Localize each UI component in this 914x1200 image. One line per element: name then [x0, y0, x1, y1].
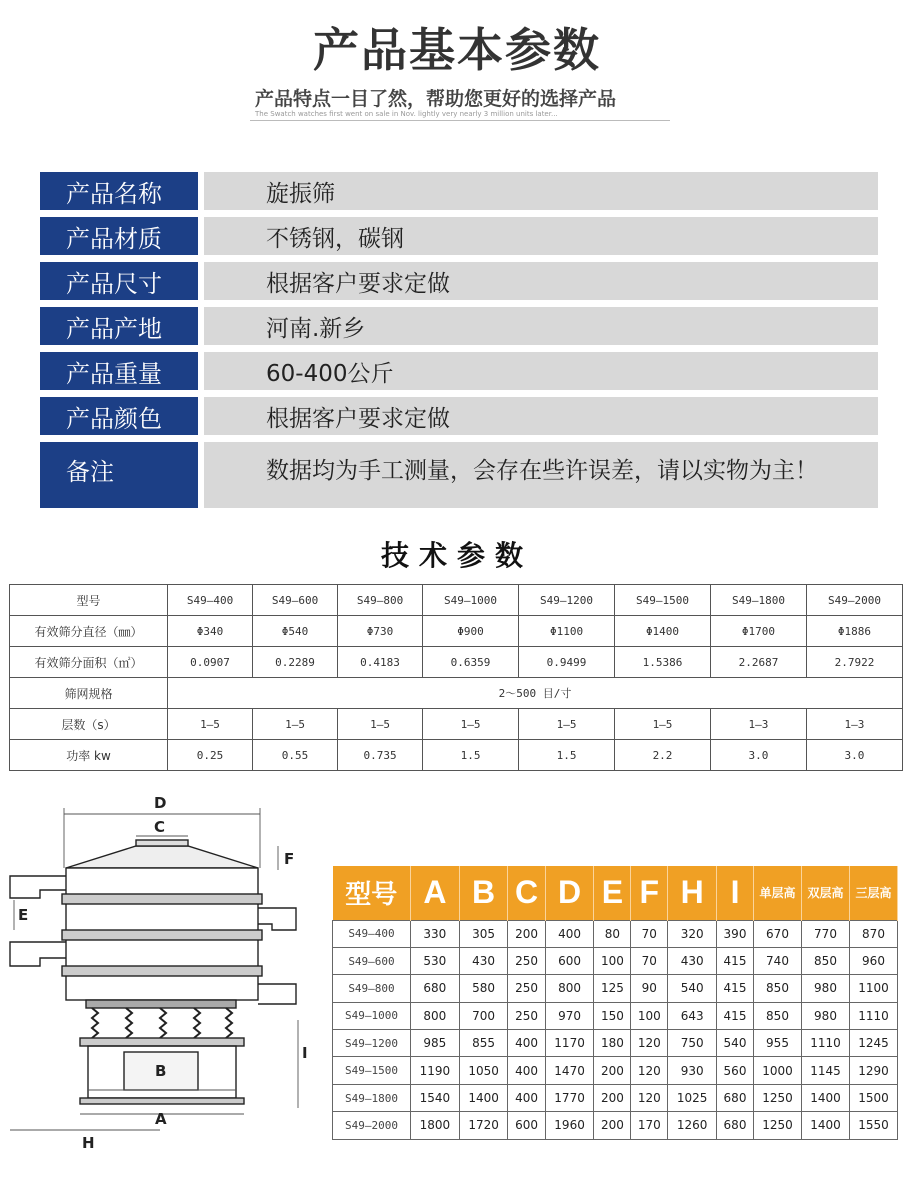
dims-cell: 1540 — [411, 1084, 460, 1111]
dims-cell: 530 — [411, 947, 460, 974]
tech-cell: 1—5 — [423, 709, 519, 740]
dims-cell: 120 — [631, 1057, 668, 1084]
dims-cell: 1110 — [850, 1002, 898, 1029]
dims-cell: 600 — [545, 947, 594, 974]
drawing-label-h: H — [82, 1134, 95, 1152]
dims-cell: 850 — [754, 975, 802, 1002]
tech-cell: 2.2 — [615, 740, 711, 771]
dims-row — [333, 1057, 898, 1084]
dims-cell: 1245 — [850, 1030, 898, 1057]
tech-cell: S49—2000 — [806, 585, 902, 616]
dims-row — [333, 1084, 898, 1111]
tech-cell: 1.5 — [519, 740, 615, 771]
dims-cell: 390 — [717, 920, 754, 947]
dims-cell: 1170 — [545, 1030, 594, 1057]
tech-cell: Φ900 — [423, 616, 519, 647]
dims-cell: S49—1800 — [333, 1084, 411, 1111]
dims-row — [333, 975, 898, 1002]
tech-cell: Φ340 — [168, 616, 253, 647]
dims-header: D — [545, 866, 594, 920]
info-label: 产品名称 — [40, 172, 198, 210]
dims-cell: 80 — [594, 920, 631, 947]
tech-cell: 0.4183 — [338, 647, 423, 678]
info-value: 旋振筛 — [204, 172, 878, 210]
tech-row-label: 筛网规格 — [10, 678, 168, 709]
drawing-label-e: E — [18, 906, 29, 924]
dims-cell: 985 — [411, 1030, 460, 1057]
dims-cell: 250 — [508, 975, 545, 1002]
dims-cell: 855 — [459, 1030, 508, 1057]
dims-cell: 70 — [631, 947, 668, 974]
dims-cell: 1770 — [545, 1084, 594, 1111]
dims-cell: 580 — [459, 975, 508, 1002]
dims-cell: S49—2000 — [333, 1112, 411, 1139]
dims-cell: 643 — [668, 1002, 717, 1029]
page-title: 产品基本参数 — [313, 23, 601, 77]
dims-header: E — [594, 866, 631, 920]
info-value: 河南.新乡 — [204, 307, 878, 345]
dims-cell: 750 — [668, 1030, 717, 1057]
dims-cell: 400 — [508, 1057, 545, 1084]
drawing-label-f: F — [284, 850, 295, 868]
dims-cell: 1050 — [459, 1057, 508, 1084]
drawing-label-c: C — [154, 818, 166, 836]
dims-cell: 200 — [594, 1084, 631, 1111]
tech-cell: 3.0 — [711, 740, 807, 771]
dims-cell: 1025 — [668, 1084, 717, 1111]
dims-cell: 930 — [668, 1057, 717, 1084]
tech-row-label: 有效筛分直径（㎜） — [10, 616, 168, 647]
dims-cell: 250 — [508, 1002, 545, 1029]
tech-params-table — [9, 584, 903, 771]
dims-cell: 680 — [717, 1084, 754, 1111]
tech-cell: 1.5386 — [615, 647, 711, 678]
tech-cell: Φ540 — [253, 616, 338, 647]
info-label: 产品重量 — [40, 352, 198, 390]
dims-cell: 100 — [594, 947, 631, 974]
dims-cell: S49—1500 — [333, 1057, 411, 1084]
info-value: 不锈钢，碳钢 — [204, 217, 878, 255]
tech-cell: S49—800 — [338, 585, 423, 616]
dims-row — [333, 1112, 898, 1139]
dims-cell: 670 — [754, 920, 802, 947]
dims-cell: 200 — [594, 1112, 631, 1139]
dims-cell: 1110 — [802, 1030, 850, 1057]
tech-cell: 1—5 — [519, 709, 615, 740]
dims-cell: 430 — [459, 947, 508, 974]
tech-cell: 1—5 — [338, 709, 423, 740]
tech-row-diameter — [10, 616, 903, 647]
info-row-origin — [40, 307, 878, 345]
dims-cell: 330 — [411, 920, 460, 947]
dims-cell: 600 — [508, 1112, 545, 1139]
tech-row-layers — [10, 709, 903, 740]
dims-cell: 180 — [594, 1030, 631, 1057]
dims-cell: S49—400 — [333, 920, 411, 947]
tech-cell: 1—5 — [253, 709, 338, 740]
tech-row-mesh — [10, 678, 903, 709]
dims-cell: 540 — [668, 975, 717, 1002]
dims-cell: 200 — [508, 920, 545, 947]
info-row-remark — [40, 442, 878, 508]
tech-cell: 1—3 — [806, 709, 902, 740]
dims-cell: 955 — [754, 1030, 802, 1057]
tech-cell: 1.5 — [423, 740, 519, 771]
dims-cell: 740 — [754, 947, 802, 974]
dims-cell: 430 — [668, 947, 717, 974]
info-label: 产品尺寸 — [40, 262, 198, 300]
dims-cell: 415 — [717, 947, 754, 974]
dims-cell: 680 — [717, 1112, 754, 1139]
info-label: 备注 — [40, 442, 198, 508]
info-value: 根据客户要求定做 — [204, 397, 878, 435]
dims-cell: 1800 — [411, 1112, 460, 1139]
dims-cell: 305 — [459, 920, 508, 947]
info-label: 产品材质 — [40, 217, 198, 255]
dims-cell: 540 — [717, 1030, 754, 1057]
dims-header: C — [508, 866, 545, 920]
dims-cell: 1960 — [545, 1112, 594, 1139]
info-value: 60-400公斤 — [204, 352, 878, 390]
dims-cell: 1100 — [850, 975, 898, 1002]
drawing-label-i: I — [302, 1044, 308, 1062]
tech-row-model — [10, 585, 903, 616]
dims-cell: 70 — [631, 920, 668, 947]
drawing-label-b: B — [155, 1062, 167, 1080]
dims-cell: 800 — [411, 1002, 460, 1029]
dims-cell: 400 — [545, 920, 594, 947]
tech-cell: 1—5 — [615, 709, 711, 740]
dims-cell: 850 — [802, 947, 850, 974]
drawing-label-a: A — [155, 1110, 167, 1128]
dims-header: I — [717, 866, 754, 920]
tech-cell: 0.25 — [168, 740, 253, 771]
tech-cell: Φ1700 — [711, 616, 807, 647]
tech-cell: 2.2687 — [711, 647, 807, 678]
tech-section-title: 技术参数 — [380, 539, 533, 572]
page-subtitle: 产品特点一目了然，帮助您更好的选择产品 — [255, 88, 617, 110]
tech-cell: 2.7922 — [806, 647, 902, 678]
dims-cell: 1250 — [754, 1084, 802, 1111]
info-row-material — [40, 217, 878, 255]
dims-cell: 170 — [631, 1112, 668, 1139]
tech-cell: 2～500 目/寸 — [168, 678, 903, 709]
info-row-color — [40, 397, 878, 435]
info-label: 产品颜色 — [40, 397, 198, 435]
tech-cell: S49—400 — [168, 585, 253, 616]
info-label: 产品产地 — [40, 307, 198, 345]
dims-cell: 1400 — [802, 1112, 850, 1139]
page-tagline: The Swatch watches first went on sale in Nov. lightly very nearly 3 million units later... — [255, 110, 558, 118]
dims-header: A — [411, 866, 460, 920]
dims-cell: 1290 — [850, 1057, 898, 1084]
dims-cell: 680 — [411, 975, 460, 1002]
sieve-drawing — [0, 790, 325, 1200]
tech-cell: Φ1100 — [519, 616, 615, 647]
dims-cell: 700 — [459, 1002, 508, 1029]
dims-cell: S49—1200 — [333, 1030, 411, 1057]
tech-cell: S49—600 — [253, 585, 338, 616]
dims-cell: 1720 — [459, 1112, 508, 1139]
tech-cell: S49—1200 — [519, 585, 615, 616]
dims-cell: 980 — [802, 1002, 850, 1029]
dims-cell: S49—1000 — [333, 1002, 411, 1029]
dims-cell: 90 — [631, 975, 668, 1002]
tech-cell: 0.6359 — [423, 647, 519, 678]
dims-row — [333, 1002, 898, 1029]
tech-cell: 1—3 — [711, 709, 807, 740]
dims-cell: 200 — [594, 1057, 631, 1084]
dims-cell: 870 — [850, 920, 898, 947]
info-value: 根据客户要求定做 — [204, 262, 878, 300]
dims-header: B — [459, 866, 508, 920]
dims-cell: 415 — [717, 1002, 754, 1029]
tech-row-label: 层数（s） — [10, 709, 168, 740]
dims-cell: 1260 — [668, 1112, 717, 1139]
dims-cell: 1500 — [850, 1084, 898, 1111]
tech-row-label: 功率 kw — [10, 740, 168, 771]
dims-cell: 1000 — [754, 1057, 802, 1084]
dims-row — [333, 920, 898, 947]
dims-cell: 850 — [754, 1002, 802, 1029]
tech-cell: 1—5 — [168, 709, 253, 740]
dims-cell: 1190 — [411, 1057, 460, 1084]
dims-cell: 770 — [802, 920, 850, 947]
tech-cell: 0.55 — [253, 740, 338, 771]
dims-cell: 1550 — [850, 1112, 898, 1139]
dimension-table — [332, 866, 898, 1140]
dims-cell: 1470 — [545, 1057, 594, 1084]
tech-cell: 0.0907 — [168, 647, 253, 678]
dims-cell: 1400 — [802, 1084, 850, 1111]
dims-cell: 120 — [631, 1030, 668, 1057]
dims-cell: 100 — [631, 1002, 668, 1029]
dims-row — [333, 1030, 898, 1057]
dims-cell: 1250 — [754, 1112, 802, 1139]
tech-cell: 0.9499 — [519, 647, 615, 678]
dims-cell: 320 — [668, 920, 717, 947]
tech-cell: S49—1800 — [711, 585, 807, 616]
dims-cell: 150 — [594, 1002, 631, 1029]
tech-row-area — [10, 647, 903, 678]
tech-row-label: 型号 — [10, 585, 168, 616]
info-value: 数据均为手工测量，会存在些许误差，请以实物为主！ — [204, 442, 878, 508]
tech-cell: S49—1500 — [615, 585, 711, 616]
info-row-weight — [40, 352, 878, 390]
dims-cell: 970 — [545, 1002, 594, 1029]
subtitle-underline — [250, 120, 670, 121]
dims-header: 型号 — [333, 866, 411, 920]
dims-row — [333, 947, 898, 974]
dims-cell: 125 — [594, 975, 631, 1002]
dims-cell: 415 — [717, 975, 754, 1002]
dims-cell: 800 — [545, 975, 594, 1002]
dims-cell: 400 — [508, 1030, 545, 1057]
dims-cell: S49—800 — [333, 975, 411, 1002]
dims-cell: 1400 — [459, 1084, 508, 1111]
tech-cell: 3.0 — [806, 740, 902, 771]
dims-cell: S49—600 — [333, 947, 411, 974]
info-row-size — [40, 262, 878, 300]
dims-header: H — [668, 866, 717, 920]
dims-cell: 1145 — [802, 1057, 850, 1084]
basic-info-table — [40, 172, 878, 515]
dims-cell: 980 — [802, 975, 850, 1002]
dims-cell: 120 — [631, 1084, 668, 1111]
dims-cell: 250 — [508, 947, 545, 974]
dims-header: 单层高 — [754, 866, 802, 920]
dims-cell: 560 — [717, 1057, 754, 1084]
tech-row-label: 有效筛分面积（㎡） — [10, 647, 168, 678]
dims-header: 双层高 — [802, 866, 850, 920]
tech-cell: S49—1000 — [423, 585, 519, 616]
dims-cell: 960 — [850, 947, 898, 974]
tech-cell: Φ730 — [338, 616, 423, 647]
tech-cell: Φ1400 — [615, 616, 711, 647]
dims-cell: 400 — [508, 1084, 545, 1111]
tech-cell: 0.735 — [338, 740, 423, 771]
dims-header: F — [631, 866, 668, 920]
tech-cell: 0.2289 — [253, 647, 338, 678]
tech-row-power — [10, 740, 903, 771]
tech-cell: Φ1886 — [806, 616, 902, 647]
drawing-label-d: D — [154, 794, 167, 812]
info-row-name — [40, 172, 878, 210]
dims-header: 三层高 — [850, 866, 898, 920]
